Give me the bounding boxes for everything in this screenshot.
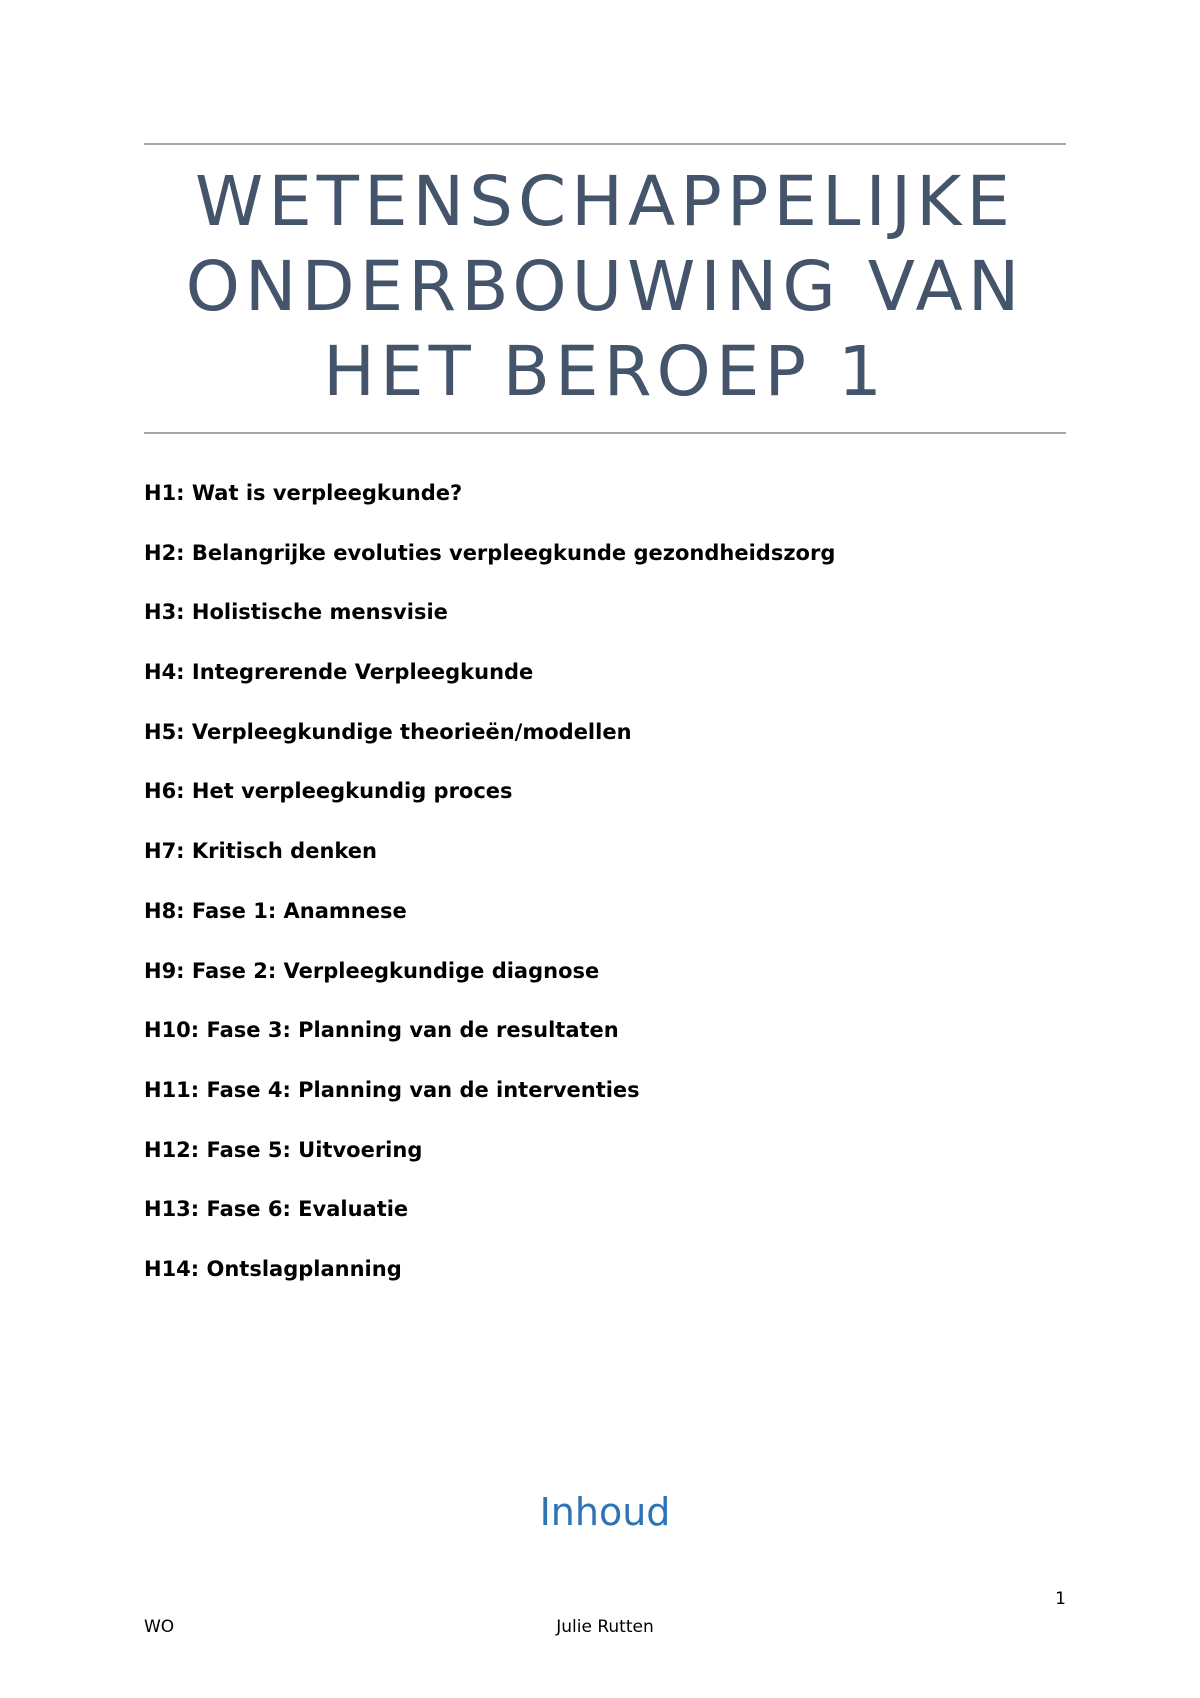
chapter-item-h11: H11: Fase 4: Planning van de interventies [144,1077,640,1102]
chapter-item-h1: H1: Wat is verpleegkunde? [144,481,463,505]
chapter-item-h12: H12: Fase 5: Uitvoering [144,1137,423,1162]
document-title-line-2: ONDERBOUWING VAN [185,247,1025,327]
chapter-list [144,478,1066,1314]
document-title-line-1: WETENSCHAPPELIJKE [194,162,1016,242]
chapter-item-h3: H3: Holistische mensvisie [144,600,448,625]
chapter-item-h2: H2: Belangrijke evoluties verpleegkunde gezondheidszorg [144,540,836,565]
toc-heading: Inhoud [539,1490,671,1534]
footer-course-code: WO [144,1617,175,1637]
page-number: 1 [1055,1589,1066,1609]
footer-author: Julie Rutten [556,1617,654,1637]
chapter-item-h13: H13: Fase 6: Evaluatie [144,1197,409,1222]
title-bottom-rule [144,432,1066,434]
chapter-item-h4: H4: Integrerende Verpleegkunde [144,660,534,685]
chapter-item-h6: H6: Het verpleegkundig proces [144,779,513,804]
chapter-item-h5: H5: Verpleegkundige theorieën/modellen [144,719,632,744]
document-title [144,160,1066,415]
chapter-item-h14: H14: Ontslagplanning [144,1256,402,1281]
document-title-line-3: HET BEROEP 1 [323,332,887,412]
chapter-item-h9: H9: Fase 2: Verpleegkundige diagnose [144,958,600,983]
title-top-rule [144,143,1066,145]
chapter-item-h10: H10: Fase 3: Planning van de resultaten [144,1018,619,1043]
chapter-item-h8: H8: Fase 1: Anamnese [144,898,407,923]
chapter-item-h7: H7: Kritisch denken [144,839,377,864]
